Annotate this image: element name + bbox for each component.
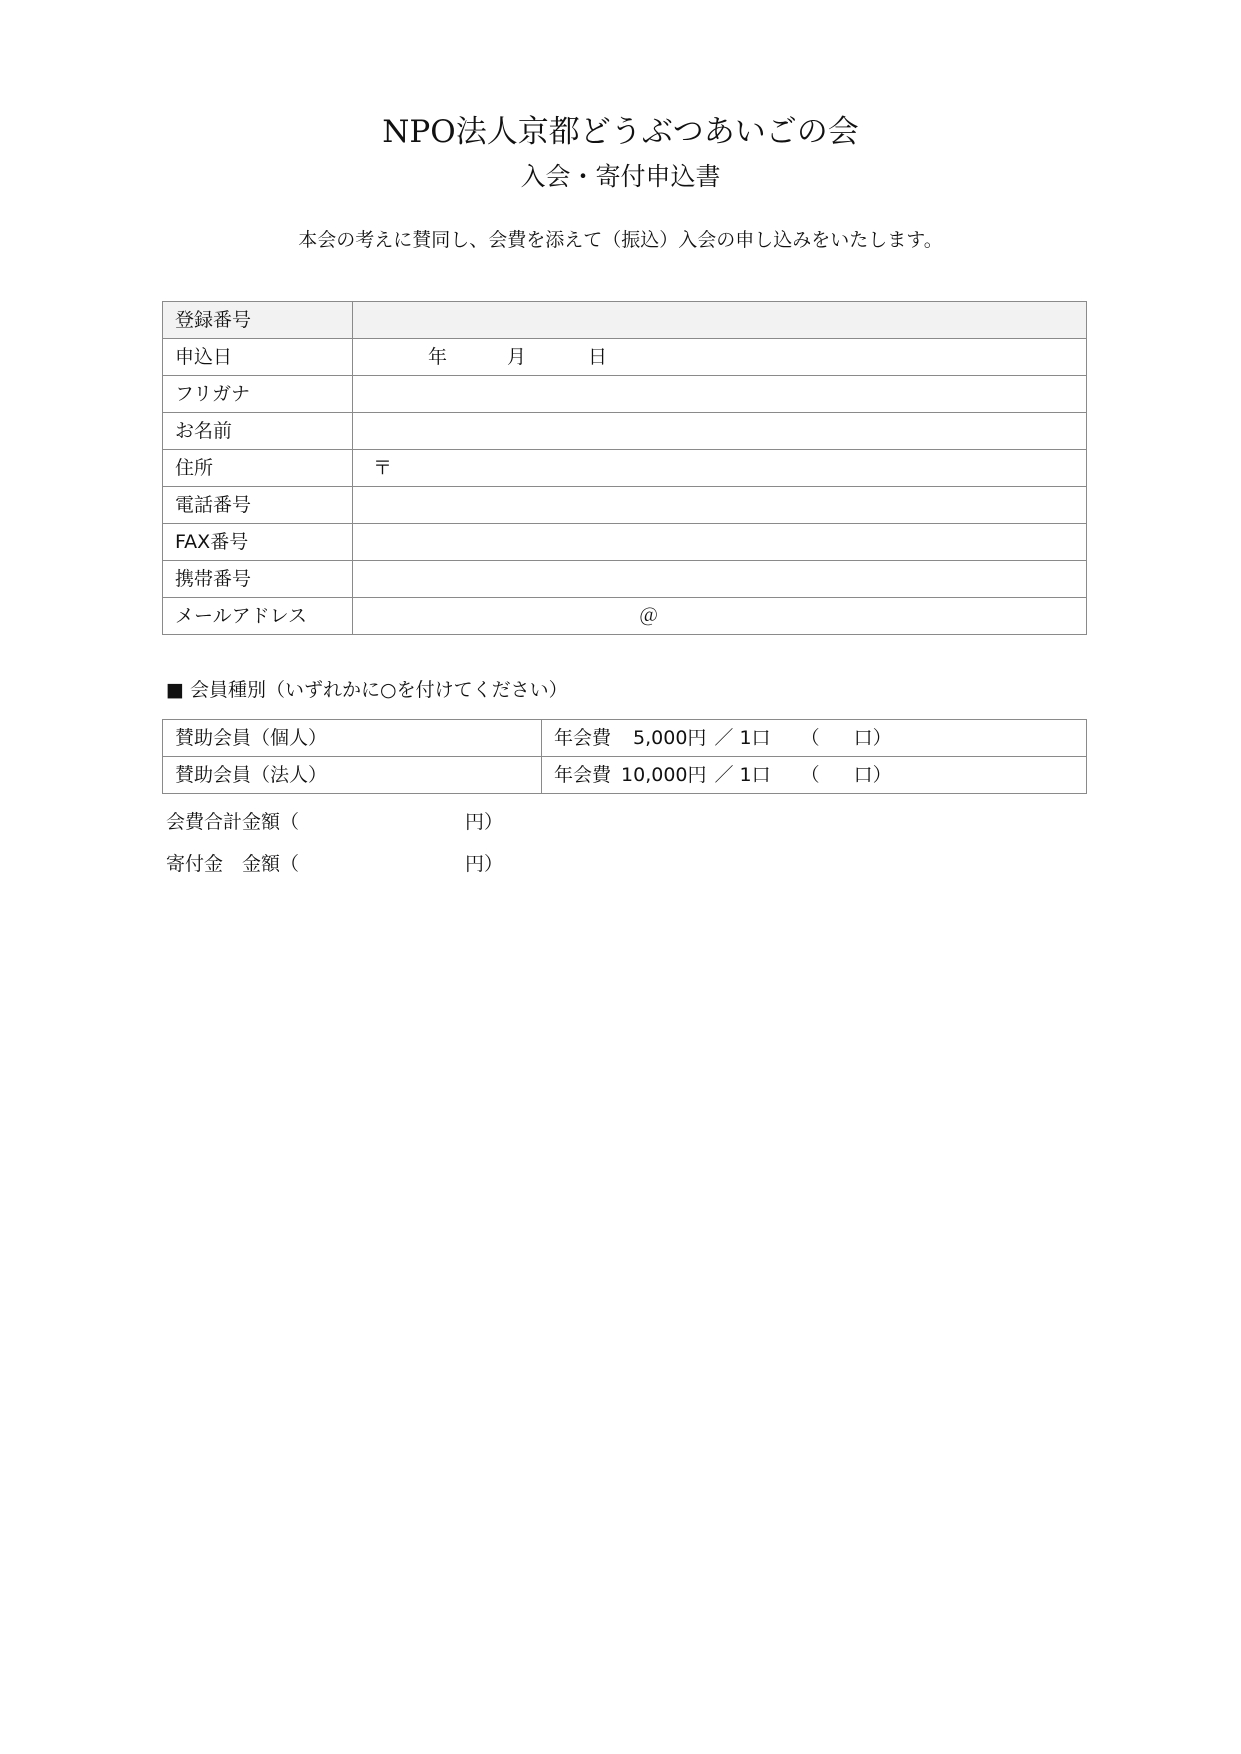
registration-number-field[interactable] xyxy=(353,302,1087,339)
form-row-email xyxy=(163,598,1087,635)
address-label: 住所 xyxy=(163,450,353,487)
form-row-application-date xyxy=(163,339,1087,376)
membership-type-heading: ■ 会員種別（いずれかに○を付けてください） xyxy=(166,679,568,701)
day-label: 日 xyxy=(588,346,608,368)
fee-amount: 5,000円 xyxy=(633,727,707,749)
membership-total-suffix: 円） xyxy=(465,811,504,833)
form-row-name xyxy=(163,413,1087,450)
donation-amount-suffix: 円） xyxy=(465,853,504,875)
application-form-table xyxy=(162,301,1087,635)
fee-unit: ／ 1口 xyxy=(714,727,771,749)
name-label: お名前 xyxy=(163,413,353,450)
document-subtitle: 入会・寄付申込書 xyxy=(520,162,721,191)
registration-number-label: 登録番号 xyxy=(163,302,353,339)
form-row-furigana xyxy=(163,376,1087,413)
mobile-label: 携帯番号 xyxy=(163,561,353,598)
form-row-phone xyxy=(163,487,1087,524)
form-row-registration-number xyxy=(163,302,1087,339)
membership-row-corporate xyxy=(163,757,1087,794)
month-label: 月 xyxy=(507,346,527,368)
donation-amount-line[interactable] xyxy=(166,850,503,878)
email-label: メールアドレス xyxy=(163,598,353,635)
fax-label: FAX番号 xyxy=(163,524,353,561)
furigana-field[interactable] xyxy=(353,376,1087,413)
fax-field[interactable] xyxy=(353,524,1087,561)
fee-unit: ／ 1口 xyxy=(714,764,771,786)
units-close: 口） xyxy=(853,764,892,786)
membership-type-corporate[interactable]: 賛助会員（法人） xyxy=(163,757,542,794)
name-field[interactable] xyxy=(353,413,1087,450)
phone-field[interactable] xyxy=(353,487,1087,524)
donation-amount-label: 寄付金 金額（ xyxy=(166,853,300,875)
membership-total-line[interactable] xyxy=(166,808,503,836)
membership-fee-corporate[interactable] xyxy=(542,757,1087,794)
year-label: 年 xyxy=(428,346,448,368)
application-date-field[interactable] xyxy=(353,339,1087,376)
membership-type-table xyxy=(162,719,1087,794)
form-row-address xyxy=(163,450,1087,487)
mobile-field[interactable] xyxy=(353,561,1087,598)
units-open-paren: （ xyxy=(800,727,820,749)
intro-text: 本会の考えに賛同し、会費を添えて（振込）入会の申し込みをいたします。 xyxy=(298,229,943,251)
membership-row-individual xyxy=(163,720,1087,757)
address-field[interactable]: 〒 xyxy=(353,450,1087,487)
fee-label: 年会費 xyxy=(554,727,612,749)
membership-fee-individual[interactable] xyxy=(542,720,1087,757)
phone-label: 電話番号 xyxy=(163,487,353,524)
membership-type-individual[interactable]: 賛助会員（個人） xyxy=(163,720,542,757)
membership-total-label: 会費合計金額（ xyxy=(166,811,300,833)
fee-label: 年会費 xyxy=(554,764,612,786)
document-title: NPO法人京都どうぶつあいごの会 xyxy=(382,114,859,150)
fee-amount: 10,000円 xyxy=(621,764,707,786)
units-open-paren: （ xyxy=(800,764,820,786)
units-close: 口） xyxy=(853,727,892,749)
form-row-mobile xyxy=(163,561,1087,598)
application-date-label: 申込日 xyxy=(163,339,353,376)
furigana-label: フリガナ xyxy=(163,376,353,413)
form-row-fax xyxy=(163,524,1087,561)
email-field[interactable]: ＠ xyxy=(353,598,1087,635)
